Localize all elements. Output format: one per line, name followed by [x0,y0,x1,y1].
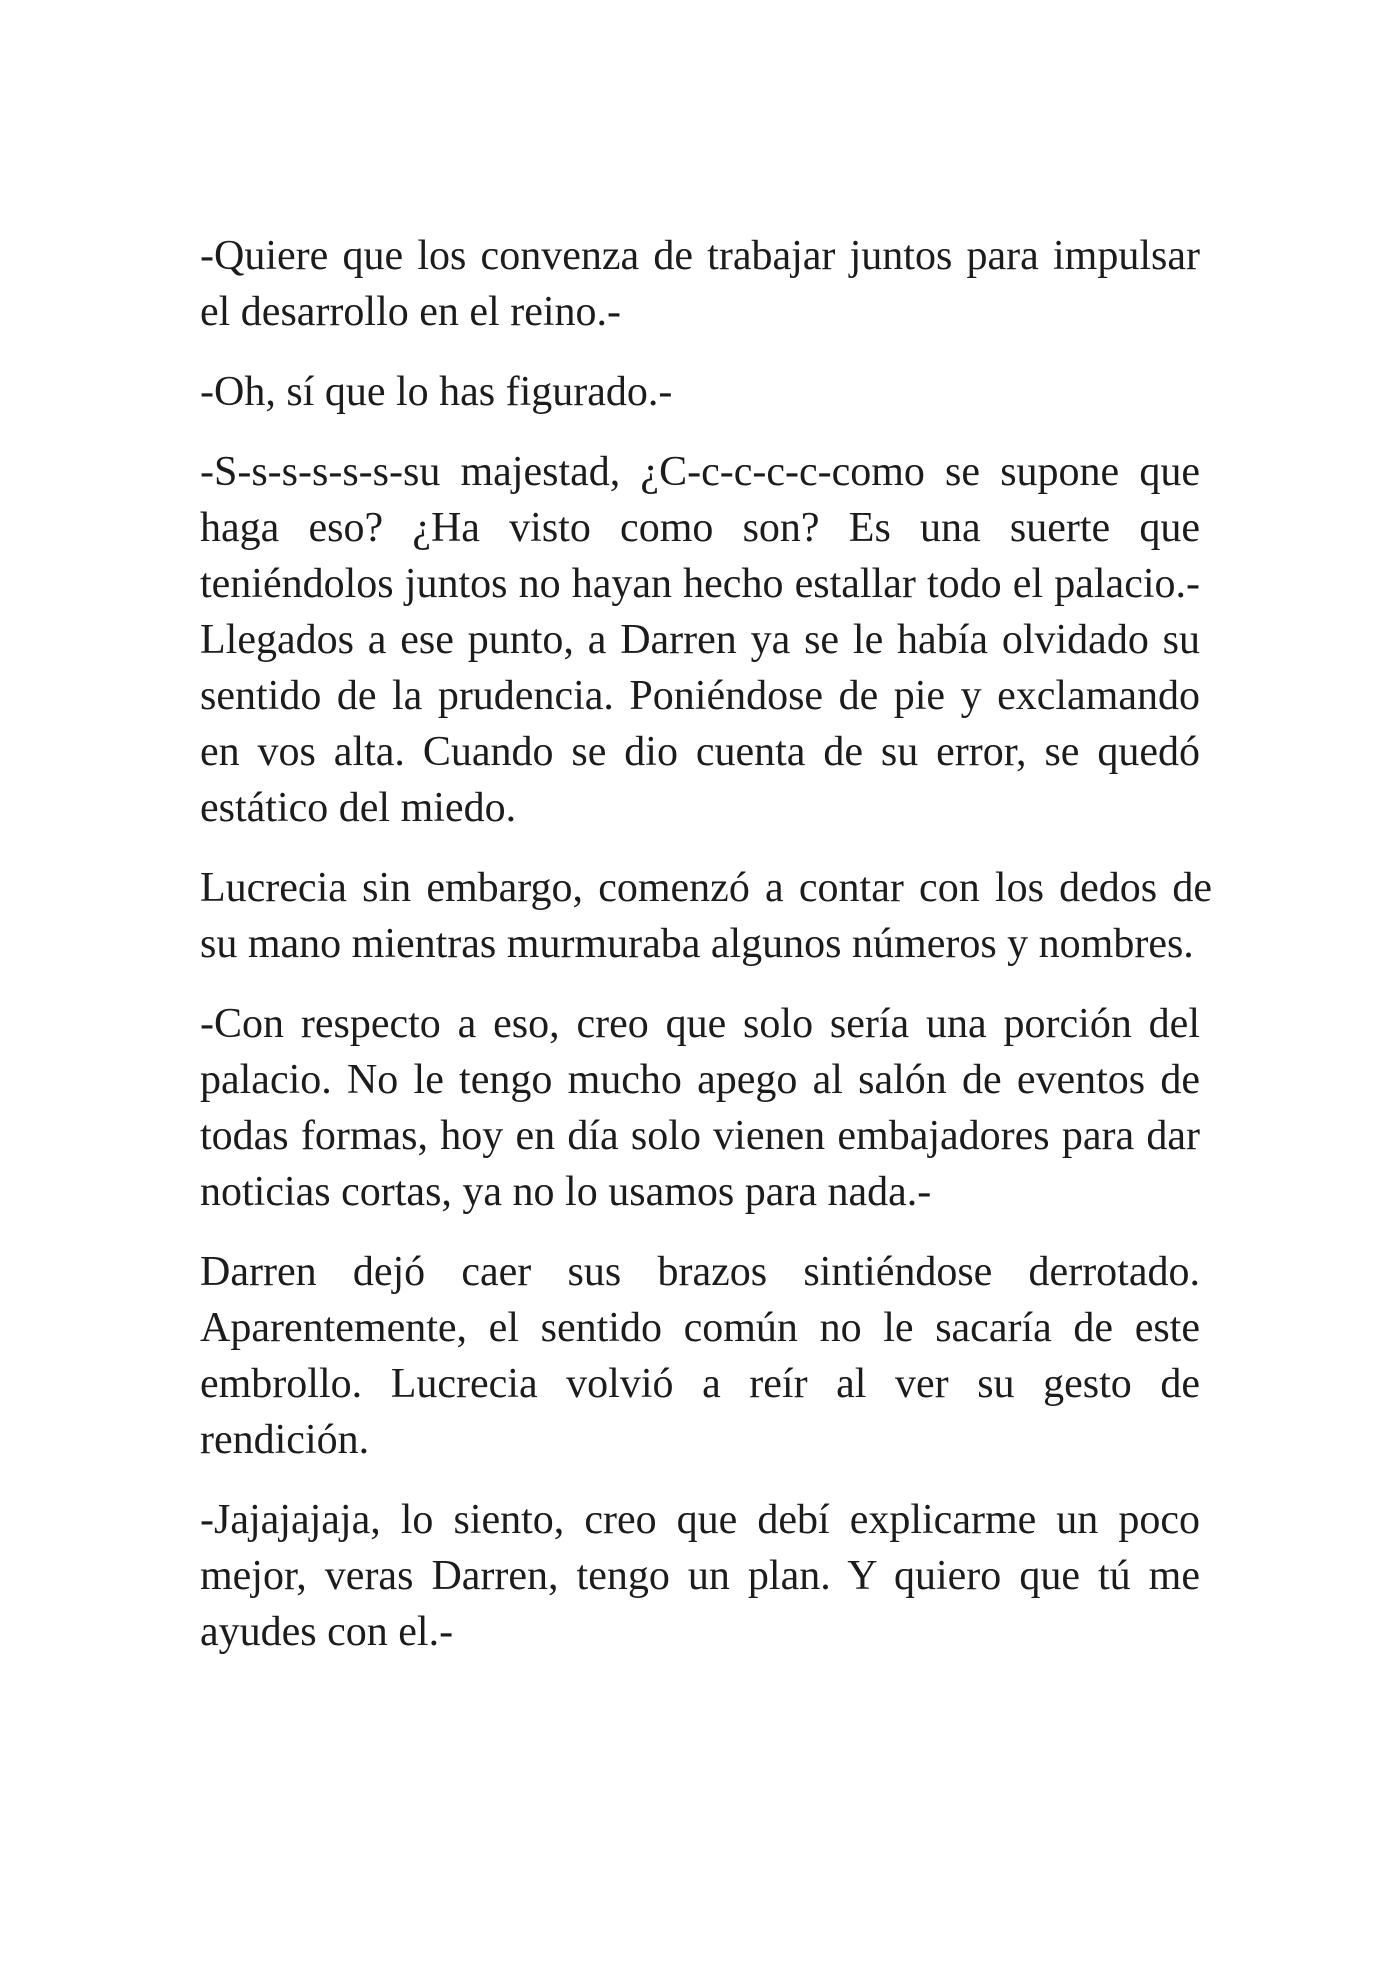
paragraph-4: Lucrecia sin embargo, comenzó a contar con los dedos de su mano mientras murmuraba algunos números y nombres. [200,865,1212,967]
paragraph-6: Darren dejó caer sus brazos sintiéndose derrotado. Aparentemente, el sentido común no le sacaría de este embrollo. Lucrecia volvió a reír al ver su gesto de rendición. [200,1249,1200,1463]
paragraph-1: -Quiere que los convenza de trabajar juntos para impulsar el desarrollo en el reino.- [200,233,1200,335]
paragraph-3: -S-s-s-s-s-s-su majestad, ¿C-c-c-c-c-como se supone que haga eso? ¿Ha visto como son? Es una suerte que teniéndolos juntos no hayan hecho estallar todo el palacio.- Llegados a ese punto, a Darren ya se le había olvidado su sentido de la prudencia. Poniéndose de pie y exclamando en vos alta. Cuando se dio cuenta de su error, se quedó estático del miedo. [200,449,1200,831]
paragraph-2: -Oh, sí que lo has figurado.- [200,369,673,415]
text-body [200,228,1212,1684]
paragraph-7: -Jajajajaja, lo siento, creo que debí explicarme un poco mejor, veras Darren, tengo un plan. Y quiero que tú me ayudes con el.- [200,1497,1200,1655]
paragraph-5: -Con respecto a eso, creo que solo sería una porción del palacio. No le tengo mucho apego al salón de eventos de todas formas, hoy en día solo vienen embajadores para dar noticias cortas, ya no lo usamos para nada.- [200,1001,1200,1215]
